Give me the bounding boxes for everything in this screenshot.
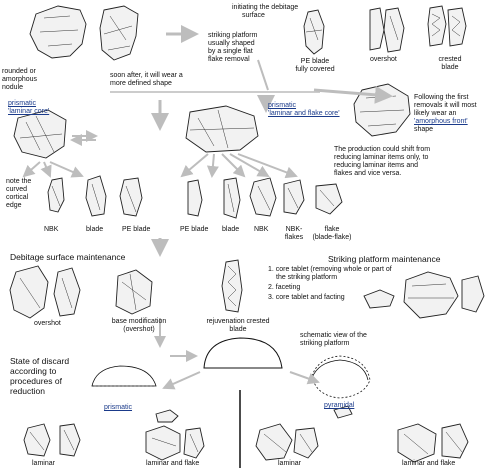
product-nbk-flakes: NBK- flakes xyxy=(284,226,304,241)
spread-arrows xyxy=(24,154,296,176)
discard-laminar-left: laminar xyxy=(32,460,55,467)
discard-laminar-right: laminar xyxy=(278,460,301,467)
nodule-label: rounded or amorphous nodule xyxy=(2,68,38,91)
overshot-label: overshot xyxy=(370,56,397,63)
discard-laminar-flake-left: laminar and flake xyxy=(146,460,200,467)
curved-edge-label: note the curved cortical edge xyxy=(6,178,32,209)
platform-items: 1. core tablet (removing whole or part of the striking platform 2. faceting 3. core tablet and facting xyxy=(268,266,392,301)
rejuvenation-label: rejuvenation crested blade xyxy=(206,318,270,333)
platform-maintenance-title: Striking platform maintenance xyxy=(328,254,441,264)
production-label: The production could shift from reducing laminar items only, to reducing laminar items and flakes and vice versa. xyxy=(334,146,431,177)
discard-pyramidal-label: pyramidal xyxy=(324,402,355,409)
products-right-drawing xyxy=(188,178,342,218)
products-left-drawing xyxy=(48,176,142,216)
discard-prismatic-label: prismatic xyxy=(104,404,133,411)
striking-platform-label: striking platform usually shaped by a single flat flake removal xyxy=(208,32,258,63)
pe-blade-drawing xyxy=(304,10,324,54)
discard-cores-drawing xyxy=(24,406,468,462)
discard-laminar-flake-right: laminar and flake xyxy=(402,460,456,467)
following-label: Following the first removals it will most likely wear an 'amorphous front' shape xyxy=(414,94,477,133)
product-pe-blade-right: PE blade xyxy=(180,226,209,233)
overshot-drawing xyxy=(370,8,404,52)
soon-after-label: soon after, it will wear a more defined shape xyxy=(110,72,183,87)
arrow-to-prismatic xyxy=(164,372,200,388)
product-nbk-right: NBK xyxy=(254,226,269,233)
prismatic-laminar-label: prismatic 'laminar core' xyxy=(8,100,50,115)
maintenance-drawings xyxy=(10,260,484,318)
product-blade-right: blade xyxy=(222,226,240,233)
nodule-drawing xyxy=(30,6,138,60)
maintenance-overshot-label: overshot xyxy=(34,320,61,327)
arrow-up-top xyxy=(258,60,268,90)
product-flake-blade-flake: flake (blade-flake) xyxy=(312,226,352,241)
initiating-label: initiating the debitage surface xyxy=(232,4,299,19)
base-modification-label: base modification (overshot) xyxy=(111,318,167,333)
laminar-flake-core-drawing xyxy=(186,106,258,152)
laminar-core-drawing xyxy=(14,110,66,158)
schematic-label: schematic view of the striking platform xyxy=(300,332,367,347)
product-nbk-left: NBK xyxy=(44,226,59,233)
amorphous-core-drawing xyxy=(354,84,410,136)
pe-blade-label: PE blade fully covered xyxy=(295,58,335,73)
product-blade-left: blade xyxy=(86,226,104,233)
discard-title: State of discard according to procedures of reduction xyxy=(10,356,70,396)
maintenance-title: Debitage surface maintenance xyxy=(10,252,126,262)
product-pe-blade-left: PE blade xyxy=(122,226,151,233)
crested-label: crested blade xyxy=(438,56,462,71)
prismatic-laminar-flake-label: prismatic 'laminar and flake core' xyxy=(268,102,340,117)
crested-blade-drawing xyxy=(428,6,466,46)
